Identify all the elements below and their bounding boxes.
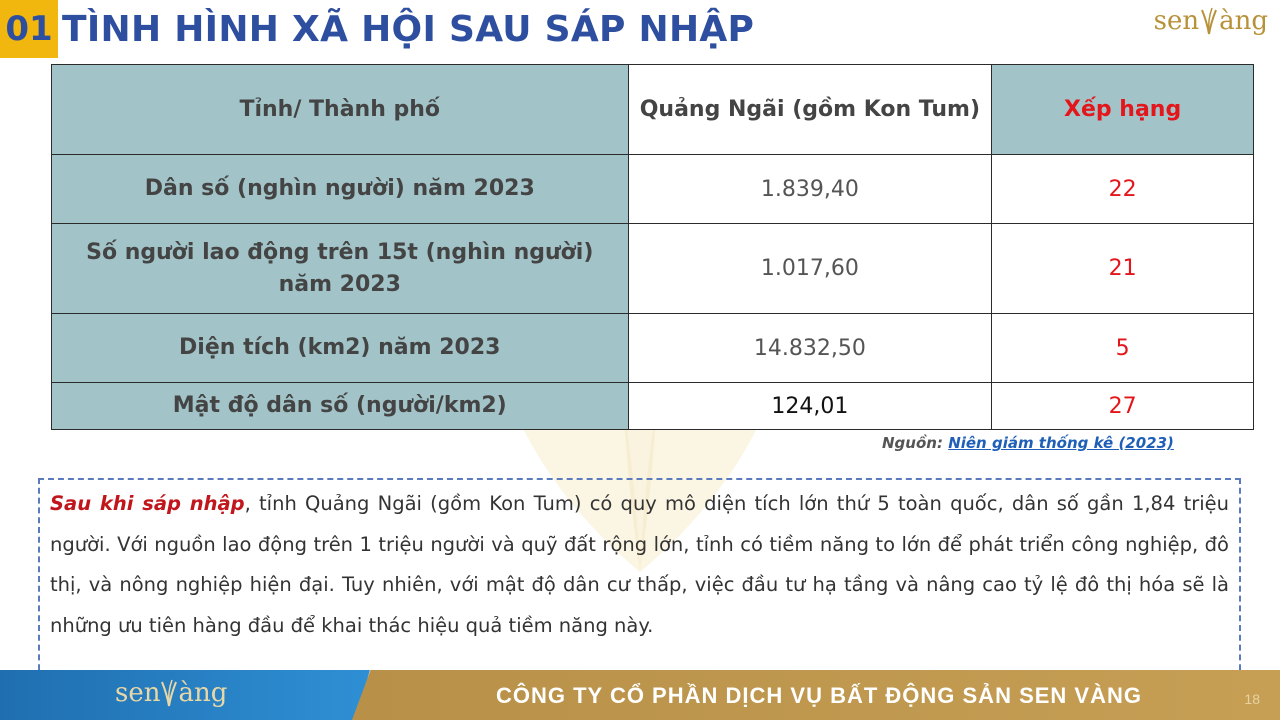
- summary-lead: Sau khi sáp nhập: [50, 492, 245, 515]
- row-rank: 27: [992, 383, 1254, 430]
- summary-body: , tỉnh Quảng Ngãi (gồm Kon Tum) có quy mô diện tích lớn thứ 5 toàn quốc, dân số gần 1,84 triệu người. Với nguồn lao động trên 1 triệu người và quỹ đất rộng lớn, tỉnh có tiềm năng to lớn để phát triển công nghiệp, đô thị, và nông nghiệp hiện đại. Tuy nhiên, với mật độ dân cư thấp, việc đầu tư hạ tầng và nâng cao tỷ lệ đô thị hóa sẽ là những ưu tiên hàng đầu để khai thác hiệu quả tiềm năng này.: [50, 492, 1230, 637]
- source-citation: [882, 434, 1174, 452]
- row-label: Diện tích (km2) năm 2023: [52, 314, 629, 383]
- table-row: [52, 224, 1254, 314]
- row-label: Dân số (nghìn người) năm 2023: [52, 155, 629, 224]
- row-rank: 5: [992, 314, 1254, 383]
- table-header-row: [52, 65, 1254, 155]
- source-link[interactable]: Niên giám thống kê (2023): [948, 434, 1174, 452]
- page-title: TÌNH HÌNH XÃ HỘI SAU SÁP NHẬP: [62, 8, 755, 50]
- row-value: 14.832,50: [628, 314, 992, 383]
- summary-paragraph: [50, 484, 1229, 646]
- brand-logo-text-left: sen: [1153, 6, 1200, 36]
- header-rank: Xếp hạng: [992, 65, 1254, 155]
- summary-note: [38, 478, 1241, 680]
- table-row: [52, 314, 1254, 383]
- table-row: [52, 155, 1254, 224]
- table-row: [52, 383, 1254, 430]
- footer-logo-text-right: àng: [178, 678, 228, 708]
- footer-brand-logo: [115, 678, 227, 708]
- statistics-table: [51, 64, 1254, 430]
- row-rank: 22: [992, 155, 1254, 224]
- row-value: 1.017,60: [628, 224, 992, 314]
- source-label: Nguồn:: [882, 434, 943, 452]
- header-quang-ngai: Quảng Ngãi (gồm Kon Tum): [628, 65, 992, 155]
- brand-logo-top: [1154, 6, 1268, 36]
- section-number: 01: [0, 0, 58, 58]
- page-number: 18: [1244, 691, 1260, 707]
- sen-vang-lotus-icon: [1200, 6, 1218, 36]
- page-header: [0, 0, 754, 58]
- footer-logo-text-left: sen: [115, 678, 161, 708]
- row-label: Số người lao động trên 15t (nghìn người) năm 2023: [52, 224, 629, 314]
- footer-bar: [0, 670, 1280, 720]
- footer-company-name: CÔNG TY CỔ PHẦN DỊCH VỤ BẤT ĐỘNG SẢN SEN VÀNG: [496, 683, 1142, 708]
- row-value: 124,01: [628, 383, 992, 430]
- row-value: 1.839,40: [628, 155, 992, 224]
- row-rank: 21: [992, 224, 1254, 314]
- brand-logo-text-right: àng: [1219, 6, 1268, 36]
- header-province: Tỉnh/ Thành phố: [52, 65, 629, 155]
- sen-vang-lotus-icon: [160, 678, 178, 708]
- row-label: Mật độ dân số (người/km2): [52, 383, 629, 430]
